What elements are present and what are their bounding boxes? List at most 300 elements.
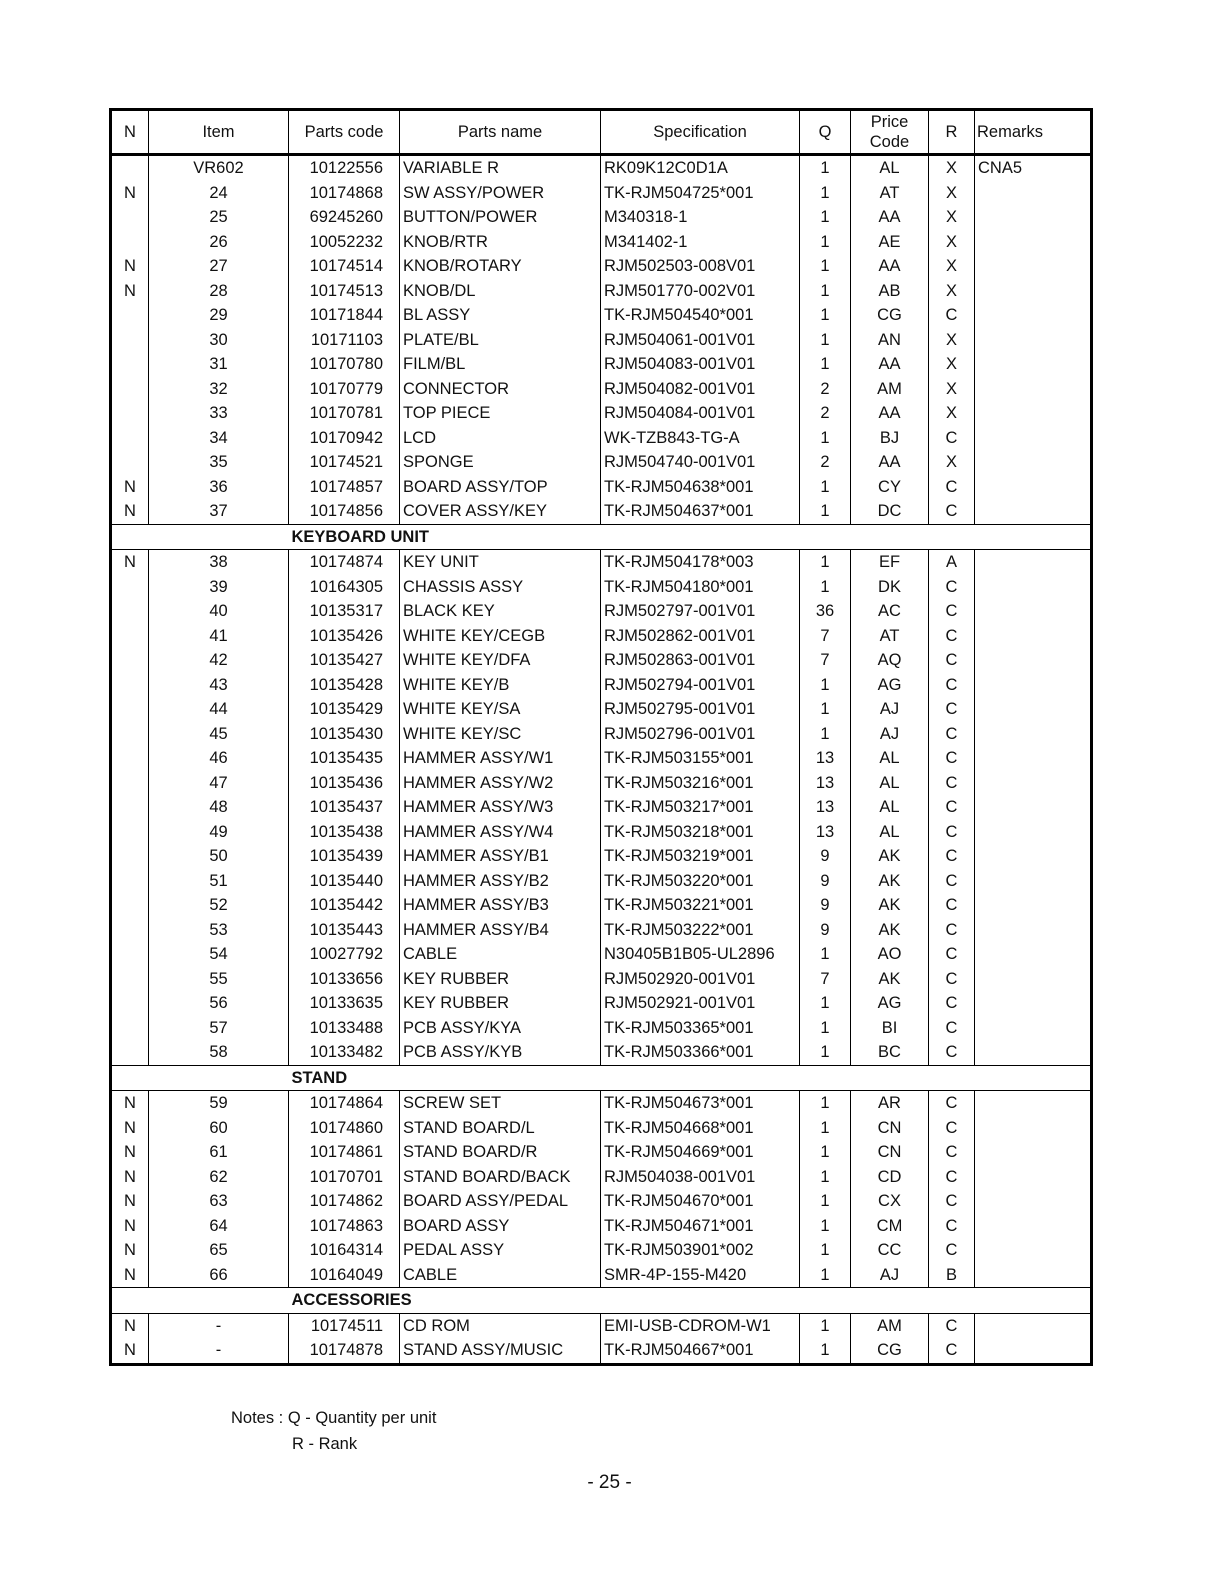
cell-q: 1 (800, 1040, 851, 1065)
table-row (111, 1140, 1092, 1165)
cell-specification: TK-RJM503221*001 (601, 893, 800, 918)
cell-n (111, 722, 149, 747)
cell-specification: TK-RJM504178*003 (601, 550, 800, 575)
cell-remarks (975, 254, 1092, 279)
cell-n (111, 401, 149, 426)
cell-parts-code: 10174862 (289, 1189, 400, 1214)
cell-parts-code: 10133488 (289, 1016, 400, 1041)
cell-remarks (975, 844, 1092, 869)
cell-parts-name: CHASSIS ASSY (400, 575, 601, 600)
cell-r: A (929, 550, 975, 575)
cell-price-code: AJ (851, 697, 929, 722)
cell-n (111, 352, 149, 377)
cell-item: - (149, 1313, 289, 1338)
cell-specification: TK-RJM504671*001 (601, 1214, 800, 1239)
cell-specification: TK-RJM504670*001 (601, 1189, 800, 1214)
cell-remarks (975, 401, 1092, 426)
cell-item: 49 (149, 820, 289, 845)
cell-price-code: AA (851, 254, 929, 279)
cell-specification: RJM502796-001V01 (601, 722, 800, 747)
cell-parts-name: HAMMER ASSY/B2 (400, 869, 601, 894)
cell-price-code: AQ (851, 648, 929, 673)
section-title: ACCESSORIES (289, 1288, 1092, 1314)
cell-n: N (111, 499, 149, 524)
cell-n (111, 575, 149, 600)
cell-n (111, 450, 149, 475)
table-row (111, 230, 1092, 255)
cell-q: 1 (800, 550, 851, 575)
cell-q: 13 (800, 820, 851, 845)
cell-parts-name: PLATE/BL (400, 328, 601, 353)
cell-r: C (929, 1140, 975, 1165)
cell-item: 42 (149, 648, 289, 673)
table-header-row (111, 110, 1092, 155)
cell-r: C (929, 1189, 975, 1214)
cell-item: 25 (149, 205, 289, 230)
cell-q: 1 (800, 1165, 851, 1190)
cell-n (111, 869, 149, 894)
cell-r: C (929, 1338, 975, 1364)
table-row (111, 722, 1092, 747)
notes (231, 1405, 436, 1457)
cell-n (111, 1040, 149, 1065)
cell-item: 41 (149, 624, 289, 649)
cell-remarks (975, 279, 1092, 304)
cell-n: N (111, 1214, 149, 1239)
cell-parts-code: 10135436 (289, 771, 400, 796)
cell-n: N (111, 181, 149, 206)
cell-q: 13 (800, 746, 851, 771)
cell-parts-code: 10164049 (289, 1263, 400, 1288)
table-row (111, 648, 1092, 673)
cell-r: C (929, 499, 975, 524)
cell-parts-code: 10174868 (289, 181, 400, 206)
section-title: STAND (289, 1065, 1092, 1091)
cell-q: 1 (800, 1189, 851, 1214)
cell-price-code: CG (851, 1338, 929, 1364)
cell-price-code: AB (851, 279, 929, 304)
cell-parts-code: 10135317 (289, 599, 400, 624)
table-row (111, 697, 1092, 722)
section-spacer (111, 1065, 289, 1091)
cell-specification: RJM501770-002V01 (601, 279, 800, 304)
table-row (111, 401, 1092, 426)
cell-parts-code: 69245260 (289, 205, 400, 230)
table-row (111, 1338, 1092, 1364)
cell-item: 64 (149, 1214, 289, 1239)
cell-item: 26 (149, 230, 289, 255)
cell-parts-code: 10174874 (289, 550, 400, 575)
cell-parts-code: 10170942 (289, 426, 400, 451)
cell-parts-code: 10170780 (289, 352, 400, 377)
cell-parts-name: STAND BOARD/R (400, 1140, 601, 1165)
cell-item: 66 (149, 1263, 289, 1288)
cell-price-code: CD (851, 1165, 929, 1190)
cell-item: 65 (149, 1238, 289, 1263)
table-row (111, 673, 1092, 698)
cell-n: N (111, 1140, 149, 1165)
cell-specification: TK-RJM503217*001 (601, 795, 800, 820)
notes-line-rank: R - Rank (292, 1435, 358, 1453)
cell-r: C (929, 844, 975, 869)
cell-r: X (929, 401, 975, 426)
cell-remarks (975, 475, 1092, 500)
cell-r: X (929, 328, 975, 353)
cell-parts-name: HAMMER ASSY/B1 (400, 844, 601, 869)
table-row (111, 1263, 1092, 1288)
table-row (111, 377, 1092, 402)
cell-specification: M340318-1 (601, 205, 800, 230)
table-row (111, 795, 1092, 820)
cell-parts-code: 10135426 (289, 624, 400, 649)
cell-specification: WK-TZB843-TG-A (601, 426, 800, 451)
cell-specification: TK-RJM503365*001 (601, 1016, 800, 1041)
cell-n (111, 624, 149, 649)
cell-parts-code: 10133635 (289, 991, 400, 1016)
table-row (111, 942, 1092, 967)
table-row (111, 550, 1092, 575)
cell-specification: TK-RJM504667*001 (601, 1338, 800, 1364)
table-row (111, 1238, 1092, 1263)
cell-r: C (929, 771, 975, 796)
cell-q: 7 (800, 967, 851, 992)
cell-r: C (929, 1091, 975, 1116)
cell-remarks (975, 1338, 1092, 1364)
cell-specification: TK-RJM504637*001 (601, 499, 800, 524)
section-row (111, 1288, 1092, 1314)
cell-q: 1 (800, 205, 851, 230)
cell-parts-code: 10135439 (289, 844, 400, 869)
cell-price-code: AK (851, 918, 929, 943)
cell-remarks (975, 328, 1092, 353)
cell-parts-name: HAMMER ASSY/W3 (400, 795, 601, 820)
cell-n (111, 746, 149, 771)
section-spacer (111, 524, 289, 550)
cell-specification: TK-RJM504180*001 (601, 575, 800, 600)
cell-specification: TK-RJM504725*001 (601, 181, 800, 206)
cell-item: 51 (149, 869, 289, 894)
cell-remarks (975, 942, 1092, 967)
cell-parts-code: 10164314 (289, 1238, 400, 1263)
cell-parts-name: CONNECTOR (400, 377, 601, 402)
table-row (111, 844, 1092, 869)
table-row (111, 1313, 1092, 1338)
cell-q: 1 (800, 426, 851, 451)
cell-remarks: CNA5 (975, 155, 1092, 181)
table-row (111, 205, 1092, 230)
cell-r: X (929, 377, 975, 402)
cell-q: 1 (800, 1238, 851, 1263)
cell-price-code: CN (851, 1140, 929, 1165)
cell-parts-name: FILM/BL (400, 352, 601, 377)
cell-item: 53 (149, 918, 289, 943)
cell-specification: RJM502921-001V01 (601, 991, 800, 1016)
cell-price-code: CY (851, 475, 929, 500)
cell-remarks (975, 1189, 1092, 1214)
cell-q: 1 (800, 1091, 851, 1116)
cell-item: 58 (149, 1040, 289, 1065)
cell-item: 34 (149, 426, 289, 451)
cell-n: N (111, 550, 149, 575)
table-row (111, 1116, 1092, 1141)
cell-q: 1 (800, 673, 851, 698)
cell-price-code: BJ (851, 426, 929, 451)
cell-specification: RJM502794-001V01 (601, 673, 800, 698)
cell-parts-name: WHITE KEY/CEGB (400, 624, 601, 649)
cell-remarks (975, 673, 1092, 698)
cell-price-code: AG (851, 991, 929, 1016)
cell-n (111, 426, 149, 451)
cell-n: N (111, 1338, 149, 1364)
notes-line-quantity: Notes : Q - Quantity per unit (231, 1409, 437, 1427)
cell-specification: RJM502795-001V01 (601, 697, 800, 722)
cell-parts-code: 10171103 (289, 328, 400, 353)
cell-r: X (929, 352, 975, 377)
table-row (111, 893, 1092, 918)
cell-specification: TK-RJM503220*001 (601, 869, 800, 894)
cell-item: VR602 (149, 155, 289, 181)
cell-item: 43 (149, 673, 289, 698)
cell-q: 13 (800, 795, 851, 820)
cell-n (111, 648, 149, 673)
cell-specification: TK-RJM504668*001 (601, 1116, 800, 1141)
cell-item: 57 (149, 1016, 289, 1041)
cell-q: 1 (800, 352, 851, 377)
cell-n: N (111, 1189, 149, 1214)
cell-q: 1 (800, 1338, 851, 1364)
cell-q: 1 (800, 499, 851, 524)
cell-remarks (975, 1040, 1092, 1065)
cell-price-code: CM (851, 1214, 929, 1239)
cell-item: 55 (149, 967, 289, 992)
cell-parts-code: 10174856 (289, 499, 400, 524)
cell-price-code: AA (851, 401, 929, 426)
cell-remarks (975, 893, 1092, 918)
cell-price-code: AL (851, 746, 929, 771)
cell-n (111, 893, 149, 918)
table-row (111, 254, 1092, 279)
cell-r: C (929, 991, 975, 1016)
cell-remarks (975, 377, 1092, 402)
header-item: Item (149, 110, 289, 155)
cell-specification: TK-RJM503222*001 (601, 918, 800, 943)
cell-item: 45 (149, 722, 289, 747)
cell-price-code: AC (851, 599, 929, 624)
cell-remarks (975, 1313, 1092, 1338)
cell-q: 1 (800, 181, 851, 206)
section-title: KEYBOARD UNIT (289, 524, 1092, 550)
table-row (111, 352, 1092, 377)
table-row (111, 575, 1092, 600)
cell-parts-code: 10027792 (289, 942, 400, 967)
cell-parts-name: BLACK KEY (400, 599, 601, 624)
cell-item: 36 (149, 475, 289, 500)
cell-parts-name: SCREW SET (400, 1091, 601, 1116)
cell-price-code: DK (851, 575, 929, 600)
cell-parts-name: CABLE (400, 1263, 601, 1288)
cell-n: N (111, 1116, 149, 1141)
header-parts-code: Parts code (289, 110, 400, 155)
cell-specification: TK-RJM503901*002 (601, 1238, 800, 1263)
cell-price-code: AT (851, 181, 929, 206)
cell-remarks (975, 1140, 1092, 1165)
cell-item: 40 (149, 599, 289, 624)
cell-remarks (975, 722, 1092, 747)
cell-item: 32 (149, 377, 289, 402)
cell-parts-name: LCD (400, 426, 601, 451)
cell-parts-code: 10174514 (289, 254, 400, 279)
cell-specification: RJM504061-001V01 (601, 328, 800, 353)
cell-r: C (929, 918, 975, 943)
cell-remarks (975, 450, 1092, 475)
cell-n (111, 795, 149, 820)
cell-parts-name: BOARD ASSY/TOP (400, 475, 601, 500)
cell-q: 9 (800, 869, 851, 894)
cell-price-code: AK (851, 967, 929, 992)
cell-price-code: CC (851, 1238, 929, 1263)
cell-q: 1 (800, 1214, 851, 1239)
cell-remarks (975, 205, 1092, 230)
cell-remarks (975, 918, 1092, 943)
cell-parts-name: BUTTON/POWER (400, 205, 601, 230)
cell-price-code: AM (851, 1313, 929, 1338)
cell-remarks (975, 991, 1092, 1016)
cell-price-code: EF (851, 550, 929, 575)
cell-item: 60 (149, 1116, 289, 1141)
cell-q: 1 (800, 155, 851, 181)
cell-specification: M341402-1 (601, 230, 800, 255)
cell-n: N (111, 279, 149, 304)
cell-price-code: CN (851, 1116, 929, 1141)
cell-parts-name: PEDAL ASSY (400, 1238, 601, 1263)
table-row (111, 475, 1092, 500)
cell-remarks (975, 869, 1092, 894)
cell-item: 35 (149, 450, 289, 475)
cell-parts-name: CD ROM (400, 1313, 601, 1338)
table-row (111, 918, 1092, 943)
cell-parts-code: 10171844 (289, 303, 400, 328)
cell-r: B (929, 1263, 975, 1288)
header-q: Q (800, 110, 851, 155)
cell-specification: RJM504083-001V01 (601, 352, 800, 377)
cell-item: 62 (149, 1165, 289, 1190)
cell-remarks (975, 426, 1092, 451)
cell-parts-code: 10135427 (289, 648, 400, 673)
table-row (111, 967, 1092, 992)
cell-parts-name: PCB ASSY/KYA (400, 1016, 601, 1041)
cell-item: 27 (149, 254, 289, 279)
cell-remarks (975, 624, 1092, 649)
table-row (111, 155, 1092, 181)
cell-r: C (929, 1165, 975, 1190)
cell-price-code: AT (851, 624, 929, 649)
cell-specification: RJM502863-001V01 (601, 648, 800, 673)
cell-specification: TK-RJM503366*001 (601, 1040, 800, 1065)
cell-r: C (929, 1116, 975, 1141)
table-body (111, 155, 1092, 1365)
cell-r: C (929, 475, 975, 500)
table-row (111, 328, 1092, 353)
cell-n (111, 1016, 149, 1041)
cell-parts-name: SPONGE (400, 450, 601, 475)
cell-n (111, 230, 149, 255)
cell-parts-name: HAMMER ASSY/W4 (400, 820, 601, 845)
cell-r: C (929, 1313, 975, 1338)
cell-item: 46 (149, 746, 289, 771)
cell-n: N (111, 1091, 149, 1116)
cell-n (111, 205, 149, 230)
cell-parts-code: 10135443 (289, 918, 400, 943)
header-n: N (111, 110, 149, 155)
cell-n: N (111, 1238, 149, 1263)
cell-parts-name: CABLE (400, 942, 601, 967)
cell-r: C (929, 1238, 975, 1263)
cell-item: 47 (149, 771, 289, 796)
cell-parts-code: 10135438 (289, 820, 400, 845)
cell-r: C (929, 893, 975, 918)
cell-n: N (111, 1263, 149, 1288)
cell-r: C (929, 722, 975, 747)
cell-price-code: AK (851, 893, 929, 918)
cell-parts-code: 10135437 (289, 795, 400, 820)
cell-n (111, 155, 149, 181)
cell-q: 1 (800, 1116, 851, 1141)
cell-price-code: AR (851, 1091, 929, 1116)
cell-remarks (975, 1263, 1092, 1288)
cell-item: - (149, 1338, 289, 1364)
cell-q: 1 (800, 328, 851, 353)
cell-price-code: AL (851, 771, 929, 796)
cell-r: C (929, 967, 975, 992)
cell-parts-name: WHITE KEY/DFA (400, 648, 601, 673)
page-number: - 25 - (587, 1472, 632, 1493)
cell-remarks (975, 181, 1092, 206)
cell-parts-name: STAND BOARD/L (400, 1116, 601, 1141)
cell-r: C (929, 1016, 975, 1041)
cell-specification: RJM502920-001V01 (601, 967, 800, 992)
cell-item: 38 (149, 550, 289, 575)
cell-n: N (111, 475, 149, 500)
cell-specification: TK-RJM504673*001 (601, 1091, 800, 1116)
cell-specification: RJM502797-001V01 (601, 599, 800, 624)
cell-q: 1 (800, 475, 851, 500)
cell-specification: TK-RJM503216*001 (601, 771, 800, 796)
cell-r: X (929, 254, 975, 279)
cell-r: X (929, 155, 975, 181)
cell-r: C (929, 795, 975, 820)
cell-remarks (975, 499, 1092, 524)
cell-specification: TK-RJM503219*001 (601, 844, 800, 869)
cell-r: C (929, 869, 975, 894)
cell-n (111, 328, 149, 353)
cell-specification: SMR-4P-155-M420 (601, 1263, 800, 1288)
table-row (111, 279, 1092, 304)
table-row (111, 1040, 1092, 1065)
cell-remarks (975, 648, 1092, 673)
cell-parts-name: WHITE KEY/SA (400, 697, 601, 722)
cell-parts-code: 10170781 (289, 401, 400, 426)
cell-q: 9 (800, 893, 851, 918)
header-parts-name: Parts name (400, 110, 601, 155)
cell-price-code: BI (851, 1016, 929, 1041)
cell-r: C (929, 599, 975, 624)
cell-remarks (975, 820, 1092, 845)
cell-q: 2 (800, 450, 851, 475)
cell-price-code: AA (851, 205, 929, 230)
cell-price-code: AK (851, 844, 929, 869)
cell-parts-code: 10174513 (289, 279, 400, 304)
cell-r: C (929, 648, 975, 673)
